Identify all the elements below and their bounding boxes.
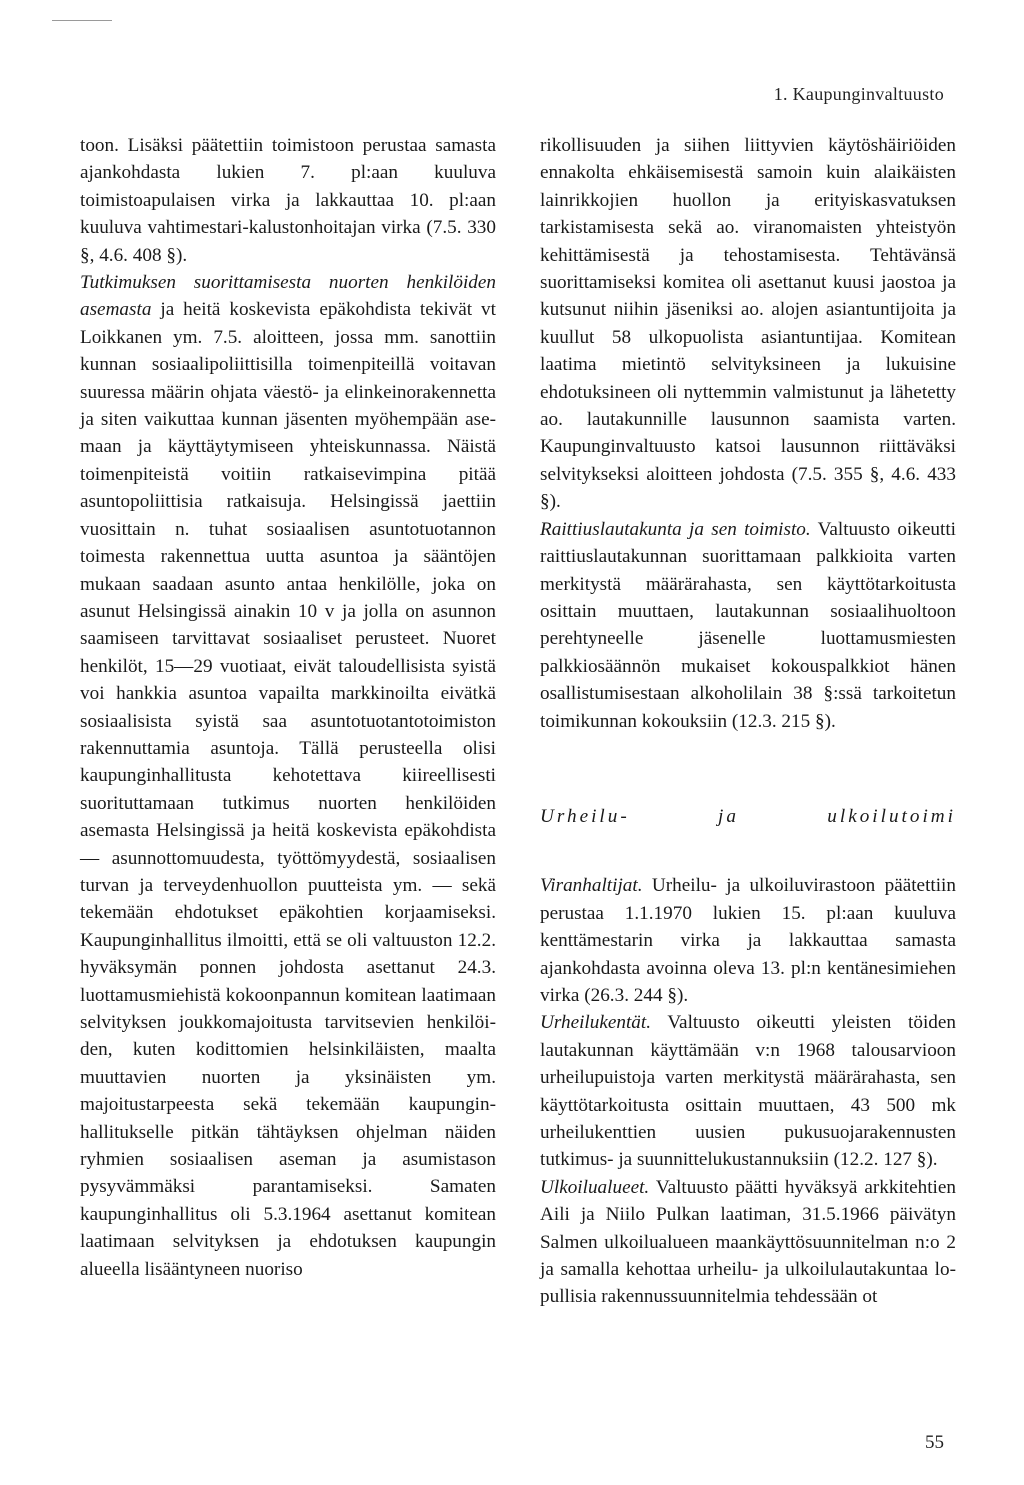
paragraph-body: Valtuusto päätti hyväksyä arkkitehtien Aili ja Niilo Pulkan laatiman, 31.5.1966 päivätyn Salmen ulkoilualueen maankäyttösuunnitelman n:o 2 ja samalla kehottaa urheilu- ja ulkoilulautakuntaa lopullisia rakennussuunnitelmia tehdessään ot [540, 1176, 956, 1308]
paragraph-temperance-board [540, 516, 956, 735]
paragraph-officials [540, 872, 956, 1009]
paragraph-sports-fields [540, 1009, 956, 1173]
run-in-heading: Ulkoilualueet. [540, 1176, 650, 1198]
paragraph-office-establishment: toon. Lisäksi päätettiin toimistoon perustaa samasta ajankohdasta lukien 7. pl:aan kuuluva toimistoapulaisen virka ja lakkauttaa 10. pl:aan kuuluva vahtimestari-kalustonhoitajan virka (7.5. 330 §, 4.6. 408 §). [80, 135, 496, 266]
paragraph-body: ja heitä koskevista epäkohdista tekivät vt Loikkanen ym. 7.5. aloitteen, jossa mm. sanottiin kunnan sosiaalipoliittisilla toimenpiteillä voitavan suuressa määrin ohjata väestö- ja elinkeinorakennetta ja siten vaikuttaa kunnan jäsenten myöhempään asemaan ja käyttäytymiseen yhteiskunnassa. Näistä toimenpiteistä voitiin ratkaisevimpina pitää asuntopoliittisia ratkaisuja. Helsingissä jaettiin vuosittain n. tuhat sosiaalisen asuntotuotannon toimesta rakennettua uutta asuntoa ja sääntöjen mukaan saadaan asunto antaa henkilölle, joka on asunut Helsingissä ainakin 10 v ja jolla on asunnon saamiseen tarvittavat sosiaaliset perusteet. Nuoret henkilöt, 15—29 vuotiaat, eivät taloudellisista syistä voi hankkia asuntoa vapailta markkinoilta eivätkä sosiaalisista syistä saa asuntotuotantotoimiston rakennuttamia asuntoja. Tällä perusteella olisi kaupunginhallitusta kehotettava kiireellisesti suorituttamaan tutkimus nuorten henkilöiden asemasta Helsingissä ja heitä koskevista epäkohdista — asunnottomuudesta, työttömyydestä, sosiaalisen turvan ja terveydenhuollon puutteista ym. — sekä tekemään ehdotukset epäkohtien korjaamiseksi. Kaupunginhallitus ilmoitti, että se oli valtuuston 12.2. hyväksymän ponnen johdosta asettanut 24.3. luottamusmiehistä kokoonpannun komitean laatimaan selvityksen joukkomajoitusta tarvitsevien henkilöiden, kuten kodittomien helsinkiläisten, maalta muuttavien nuorten ja yksinäisten ym. majoitustarpeesta sekä tekemään kaupunginhallitukselle pitkän tähtäyksen ohjelman näiden ryhmien sosiaalisen aseman ja asumistason pysyvämmäksi parantamiseksi. Samaten kaupunginhallitus oli 5.3.1964 asettanut komitean laatimaan selvityksen ja ehdotuksen kaupungin alueella lisääntyneen nuoriso [80, 299, 496, 1280]
run-in-heading: Tutkimuksen suorittamisesta nuorten henkilöiden asemasta [80, 272, 496, 321]
page-number: 55 [925, 1432, 944, 1453]
left-column [80, 132, 496, 1283]
run-in-heading: Raittiuslautakunta ja sen toimisto. [540, 518, 811, 540]
running-header: 1. Kaupunginvaltuusto [773, 84, 944, 104]
right-column [540, 132, 956, 1311]
paragraph-outdoor-areas [540, 1174, 956, 1311]
paragraph-youth-study [80, 269, 496, 1283]
run-in-heading: Viranhaltijat. [540, 875, 643, 897]
scan-artifact-line [52, 20, 112, 22]
paragraph-body: Valtuusto oikeutti yleisten töiden lautakunnan käyttämään v:n 1968 talousarvioon urheilupuistoja varten merkitystä määrärahasta, sen käyttötarkoitusta osittain muuttaen, 43 500 mk urheilukenttien uusien pukusuojarakennusten tutkimus- ja suunnittelukustannuksiin (12.2. 127 §). [540, 1012, 956, 1171]
run-in-heading: Urheilukentät. [540, 1012, 652, 1034]
paragraph-body: Valtuusto oikeutti raittiuslautakunnan suorittamaan palkkioita varten merkitystä määrärahasta, sen käyttötarkoitusta osittain muuttaen, lautakunnan sosiaalihuoltoon perehtyneelle jäsenelle luottamusmiesten palkkiosäännön mukaiset kokouspalkkiot hänen osallistumisestaan alkoholilain 38 §:ssä tarkoitetun toimikunnan kokouksiin (12.3. 215 §). [540, 518, 956, 732]
paragraph-committee-report: rikollisuuden ja siihen liittyvien käytöshäiriöiden ennakolta ehkäisemisestä samoin kuin alaikäisten lainrikkojien huollon ja erityiskasvatuksen tarkistamisesta sekä ao. viranomaisten yhteistyön kehittämisestä ja tehostamisesta. Tehtävänsä suorittamiseksi komitea oli asettanut kuusi jaostoa ja kutsunut niihin jäseniksi ao. alojen asiantuntijoita ja kuullut 58 ulkopuolista asiantuntijaa. Komitean laatima mietintö selvityksineen ja lukuisine ehdotuksineen oli nyttemmin valmistunut ja lähetetty ao. lautakunnille lausunnon saamista varten. Kaupunginvaltuusto katsoi lausunnon riittäväksi selvitykseksi aloitteen johdosta (7.5. 355 §, 4.6. 433 §). [540, 135, 956, 513]
section-heading: Urheilu- ja ulkoilutoimi [540, 805, 956, 827]
paragraph-body: Urheilu- ja ulkoiluvirastoon päätettiin perustaa 1.1.1970 lukien 15. pl:aan kuuluva kenttämestarin virka ja lakkauttaa samasta ajankohdasta avoinna oleva 13. pl:n kentänesimiehen virka (26.3. 244 §). [540, 875, 956, 1006]
